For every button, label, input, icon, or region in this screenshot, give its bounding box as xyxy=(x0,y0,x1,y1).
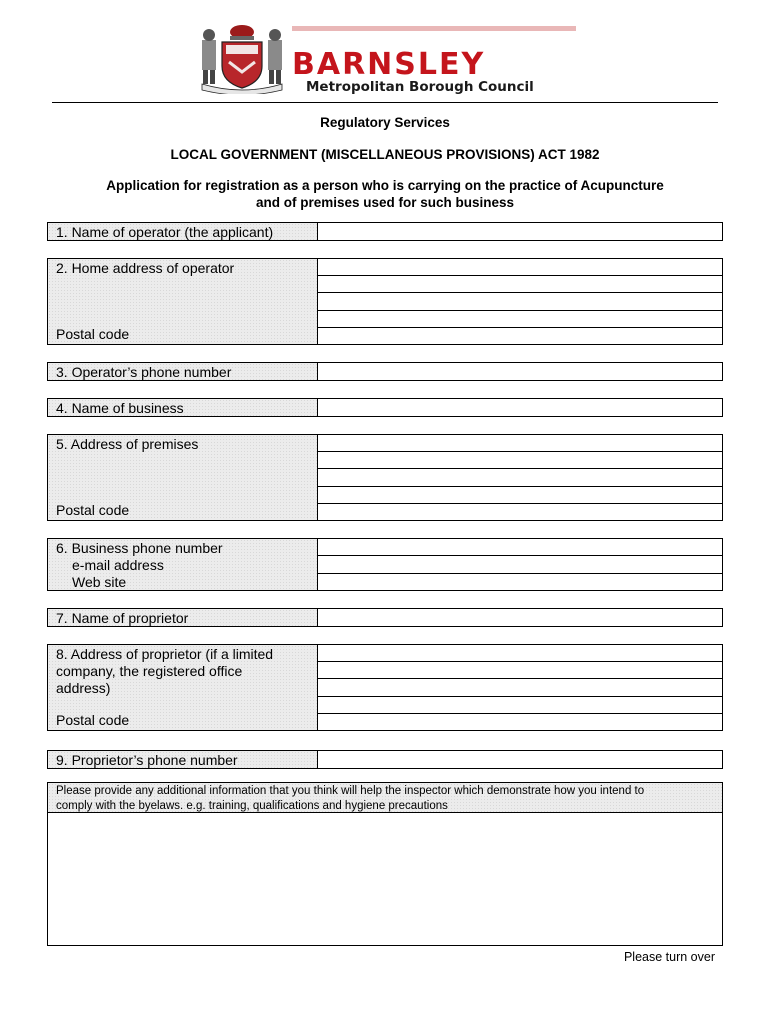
application-heading-line2: and of premises used for such business xyxy=(255,195,515,210)
operator-name-field[interactable] xyxy=(318,223,722,240)
operator-address-field[interactable] xyxy=(318,259,722,344)
additional-info-instructions xyxy=(48,783,722,813)
council-logo xyxy=(196,22,578,94)
operator-phone-field[interactable] xyxy=(318,363,722,380)
logo-band xyxy=(292,26,576,31)
postal-code-input[interactable] xyxy=(318,504,722,520)
proprietor-phone-label: 9. Proprietor’s phone number xyxy=(48,751,318,768)
input-line[interactable] xyxy=(318,363,722,380)
spacer xyxy=(47,591,723,608)
proprietor-address-label-line3: address) xyxy=(56,680,111,696)
website-input[interactable] xyxy=(318,574,722,590)
proprietor-phone-row xyxy=(47,750,723,769)
postal-code-input[interactable] xyxy=(318,714,722,730)
logo-wordmark: BARNSLEY xyxy=(292,47,486,82)
premises-address-label: 5. Address of premises xyxy=(56,436,199,452)
postal-code-label: Postal code xyxy=(56,712,130,728)
input-line[interactable] xyxy=(318,751,722,768)
input-line[interactable] xyxy=(318,679,722,696)
spacer xyxy=(47,627,723,644)
additional-info-box xyxy=(47,782,723,946)
proprietor-address-label-cell xyxy=(48,645,318,730)
input-line[interactable] xyxy=(318,223,722,240)
operator-phone-label: 3. Operator’s phone number xyxy=(48,363,318,380)
business-name-field[interactable] xyxy=(318,399,722,416)
input-line[interactable] xyxy=(318,259,722,276)
input-line[interactable] xyxy=(318,487,722,504)
input-line[interactable] xyxy=(318,293,722,310)
spacer xyxy=(47,381,723,398)
email-label: e-mail address xyxy=(72,557,164,573)
premises-address-field[interactable] xyxy=(318,435,722,520)
input-line[interactable] xyxy=(318,662,722,679)
application-heading-line1: Application for registration as a person who is carrying on the practice of Acupuncture xyxy=(106,178,664,193)
proprietor-address-field[interactable] xyxy=(318,645,722,730)
input-line[interactable] xyxy=(318,399,722,416)
act-heading: LOCAL GOVERNMENT (MISCELLANEOUS PROVISIONS) ACT 1982 xyxy=(170,147,600,162)
operator-address-label: 2. Home address of operator xyxy=(56,260,235,276)
business-name-row xyxy=(47,398,723,417)
proprietor-name-label: 7. Name of proprietor xyxy=(48,609,318,626)
input-line[interactable] xyxy=(318,609,722,626)
website-label: Web site xyxy=(72,574,127,590)
operator-name-label: 1. Name of operator (the applicant) xyxy=(48,223,318,240)
spacer xyxy=(47,521,723,538)
business-contact-field[interactable] xyxy=(318,539,722,590)
spacer xyxy=(47,731,723,750)
business-contact-label-cell xyxy=(48,539,318,590)
input-line[interactable] xyxy=(318,276,722,293)
input-line[interactable] xyxy=(318,697,722,714)
turn-over-note: Please turn over xyxy=(623,950,715,964)
service-heading: Regulatory Services xyxy=(320,115,450,130)
business-name-label: 4. Name of business xyxy=(48,399,318,416)
input-line[interactable] xyxy=(318,645,722,662)
proprietor-phone-field[interactable] xyxy=(318,751,722,768)
business-phone-input[interactable] xyxy=(318,539,722,556)
header-divider xyxy=(52,102,718,103)
business-phone-label: 6. Business phone number xyxy=(56,540,223,556)
postal-code-input[interactable] xyxy=(318,328,722,344)
input-line[interactable] xyxy=(318,311,722,328)
operator-address-row xyxy=(47,258,723,345)
input-line[interactable] xyxy=(318,469,722,486)
spacer xyxy=(47,417,723,434)
application-heading xyxy=(40,177,730,211)
input-line[interactable] xyxy=(318,435,722,452)
proprietor-name-field[interactable] xyxy=(318,609,722,626)
coat-of-arms-icon xyxy=(196,22,288,94)
proprietor-name-row xyxy=(47,608,723,627)
operator-name-row xyxy=(47,222,723,241)
additional-info-line1: Please provide any additional information that you think will help the inspector which demonstrate how you intend to xyxy=(56,785,645,797)
postal-code-label: Postal code xyxy=(56,502,130,518)
proprietor-address-label-line2: company, the registered office xyxy=(56,663,243,679)
spacer xyxy=(47,345,723,362)
additional-info-textarea[interactable] xyxy=(48,813,722,945)
registration-form xyxy=(47,222,723,946)
premises-address-row xyxy=(47,434,723,521)
postal-code-label: Postal code xyxy=(56,326,130,342)
input-line[interactable] xyxy=(318,452,722,469)
additional-info-line2: comply with the byelaws. e.g. training, qualifications and hygiene precautions xyxy=(56,800,448,812)
spacer xyxy=(47,241,723,258)
business-contact-row xyxy=(47,538,723,591)
logo-subtitle: Metropolitan Borough Council xyxy=(306,79,534,95)
proprietor-address-label-line1: 8. Address of proprietor (if a limited xyxy=(56,646,274,662)
email-input[interactable] xyxy=(318,556,722,573)
premises-address-label-cell xyxy=(48,435,318,520)
proprietor-address-row xyxy=(47,644,723,731)
operator-address-label-cell xyxy=(48,259,318,344)
operator-phone-row xyxy=(47,362,723,381)
